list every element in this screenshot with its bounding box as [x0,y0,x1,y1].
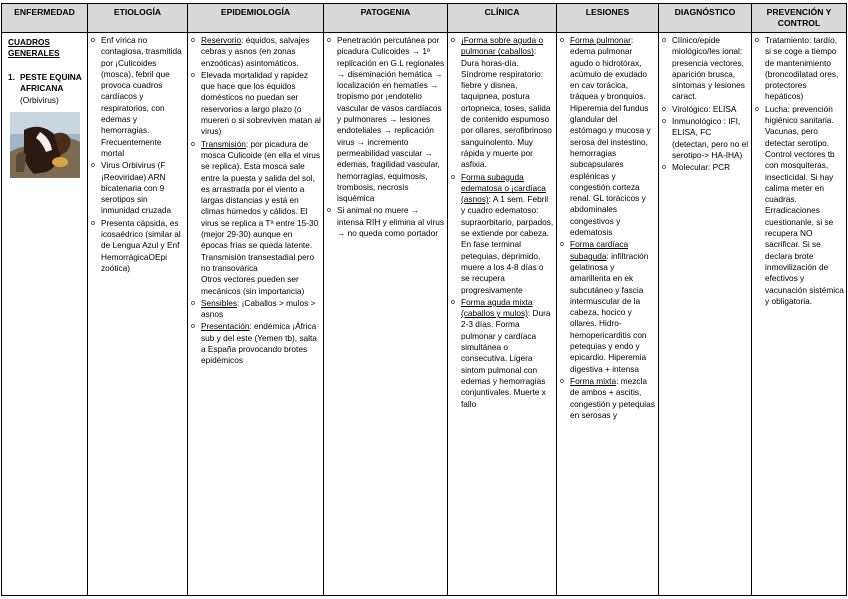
disease-heading [8,72,85,95]
list-item: o Inmunológico : IFI, ELISA, FC (detectan, pero no el serotipo-> HA-IHA) [662,116,749,160]
list-item: o Transmisión: por picadura de mosca Culicoide (en ella el virus se replica). Esta mosca sale entre la puesta y salida del sol, es arrastrada por el viento a largas distancias y está en climas húmedos y cálidos. El virus se replica a Tª entre 15-30 (mejor 29-30) aunque en épocas frías se queda latente. Transmisión transestadial pero no transovárica Otros vectores pueden ser mecánicos (sin importancia) [191,138,320,296]
list-item: o Reservorio: équidos, salvajes cebras y asnos (en zonas enzoóticas) asintomáticos. [191,35,310,68]
list-item: o Forma subaguda edematosa o ¡cardíaca (asnos): A 1 sem. Febril y cuadro edematoso: supraorbitario, parpados, se extiende por cabeza. En fase terminal petequias, deprimido, muere a los 4-8 días o se recupera progresivamente [451,171,554,295]
list-item: o Virus Orbivirus (F ¡Reoviridae) ARN bicatenaria con 9 serotipos sin inmunidad cruzada [91,160,172,216]
disease-subtitle: (Orbivirus) [20,95,59,106]
header-epidemiologia: EPIDEMIOLOGÍA [188,4,324,33]
cell-diagnostico [659,33,752,596]
header-patogenia: PATOGENIA [324,4,448,33]
list-item: o Presentación: endémica ¡África sub y del este (Yemen tb), salta a España provocando brotes epidémicos [191,321,317,366]
header-lesiones: LESIONES [557,4,659,33]
cell-etiologia [88,33,188,596]
list-item: o Molecular: PCR [662,162,731,173]
disease-table [1,3,847,596]
disease-number: 1. [8,71,15,82]
horse-photo-icon [10,112,80,178]
list-item: o Forma aguda mixta (caballos y mulos): Dura 2-3 días. Forma pulmonar y cardíaca simultánea o consecutiva. Ligera sintom pulmonal con edemas y hemorragias conjuntivales. Muerte x fallo [451,296,551,409]
list-item: o ¡Forma sobre aguda o pulmonar (caballos): Dura horas-día. Síndrome respiratorio: fiebre y disnea, taquipnea, postura ortopneica, toses, salida de contenido espumoso por ollares, serofibrinoso sanguinolento. Muy rápida y muerte por asfixia. [451,35,552,170]
list-item: o Penetración percutánea por picadura Culicoides → 1ª replicación en G.L regionales → diseminación hemática → localización en hematíes → tropismo por ¡endotelio vascular de vasos cardíacos y pulmonares → lesiones endoteliales → replicación virus → incremento permeabilidad vascular → edemas, fragilidad vascular, hemorragias, equimosis, trombosis, necrosis isquémica [327,35,445,204]
header-diagnostico: DIAGNÓSTICO [659,4,752,33]
list-item: o Tratamiento: tardío, si se coge a tiempo de mantenimiento (broncodilatad ores, protectores hepáticos) [755,35,839,102]
header-clinica: CLÍNICA [448,4,557,33]
cell-prevencion [752,33,847,596]
header-row [2,4,847,33]
list-item: o Clínico/epide miológico/les ional: presencia vectores, aparición brusca, síntomas y lesiones caract. [662,35,745,102]
list-item: o Virológico: ELISA [662,103,737,114]
cell-clinica [448,33,557,596]
section-title: CUADROS GENERALES [8,37,60,59]
cell-lesiones [557,33,659,596]
list-item: o Forma pulmonar: edema pulmonar agudo o hidrotórax, acúmulo de exudado en cav torácica, tráquea y bronquios. Hiperemia del fundus glandular del estómago y mucosa y serosa del instestino, hemorragias subcapsulares esplénicas y congestión corteza renal. GL torácicos y abdominales congestivos y edematosis [560,35,651,238]
list-item: o Si animal no muere → intensa RIH y elimina al virus → no queda como portador [327,205,444,239]
list-item: o Forma cardíaca subaguda: infiltración gelatinosa y amarillenta en ek subcutáneo y fascia intermuscular de la cabeza, hocico y ollares. Hidro-hemopericarditis con petequias y endo y epicardio. Hiperemia digestiva + intensa [560,239,649,374]
list-item: o Sensibles: ¡Caballos > mulos > asnos [191,297,316,320]
header-prevencion: PREVENCIÓN Y CONTROL [752,4,847,33]
cell-epidemiologia [188,33,324,596]
cell-patogenia [324,33,448,596]
list-item: o Lucha: prevención higiénico sanitaria. Vacunas, pero detectar serotipo. Control vectores tb con mosquiteras, insecticidal. Si hay calima meter en cuadras. Erradicaciones cuestionanle, si se recupera NO sacrificar. Si se declara brote inmovilización de efectivos y vacunación sistémica y obligatoria. [755,103,844,306]
disease-title: PESTE EQUINA AFRICANA [20,71,82,93]
list-item: o Enf vírica no contagiosa, trasmitida por ¡Culicoides (mosca), febril que provoca cuadros cardíacos y respiratorios, con edemas y hemorragias. Frecuentemente mortal [91,35,182,158]
header-etiologia: ETIOLOGÍA [88,4,188,33]
list-item: o Elevada mortalidad y rapidez que hace que los équidos domésticos no puedan ser reservorios a largo plazo (o mueren o si sobreviven matan al virus) [191,69,321,137]
header-enfermedad: ENFERMEDAD [2,4,88,33]
table-row [2,33,847,596]
list-item: o Presenta cápsida, es icosaédrico (similar al de Lengua Azul y Enf HemorrágicaOEpi zoótica) [91,217,181,273]
list-item: o Forma mixta: mezcla de ambos + ascitis, congestión y petequias en serosas y [560,375,655,420]
cell-enfermedad [2,33,88,596]
